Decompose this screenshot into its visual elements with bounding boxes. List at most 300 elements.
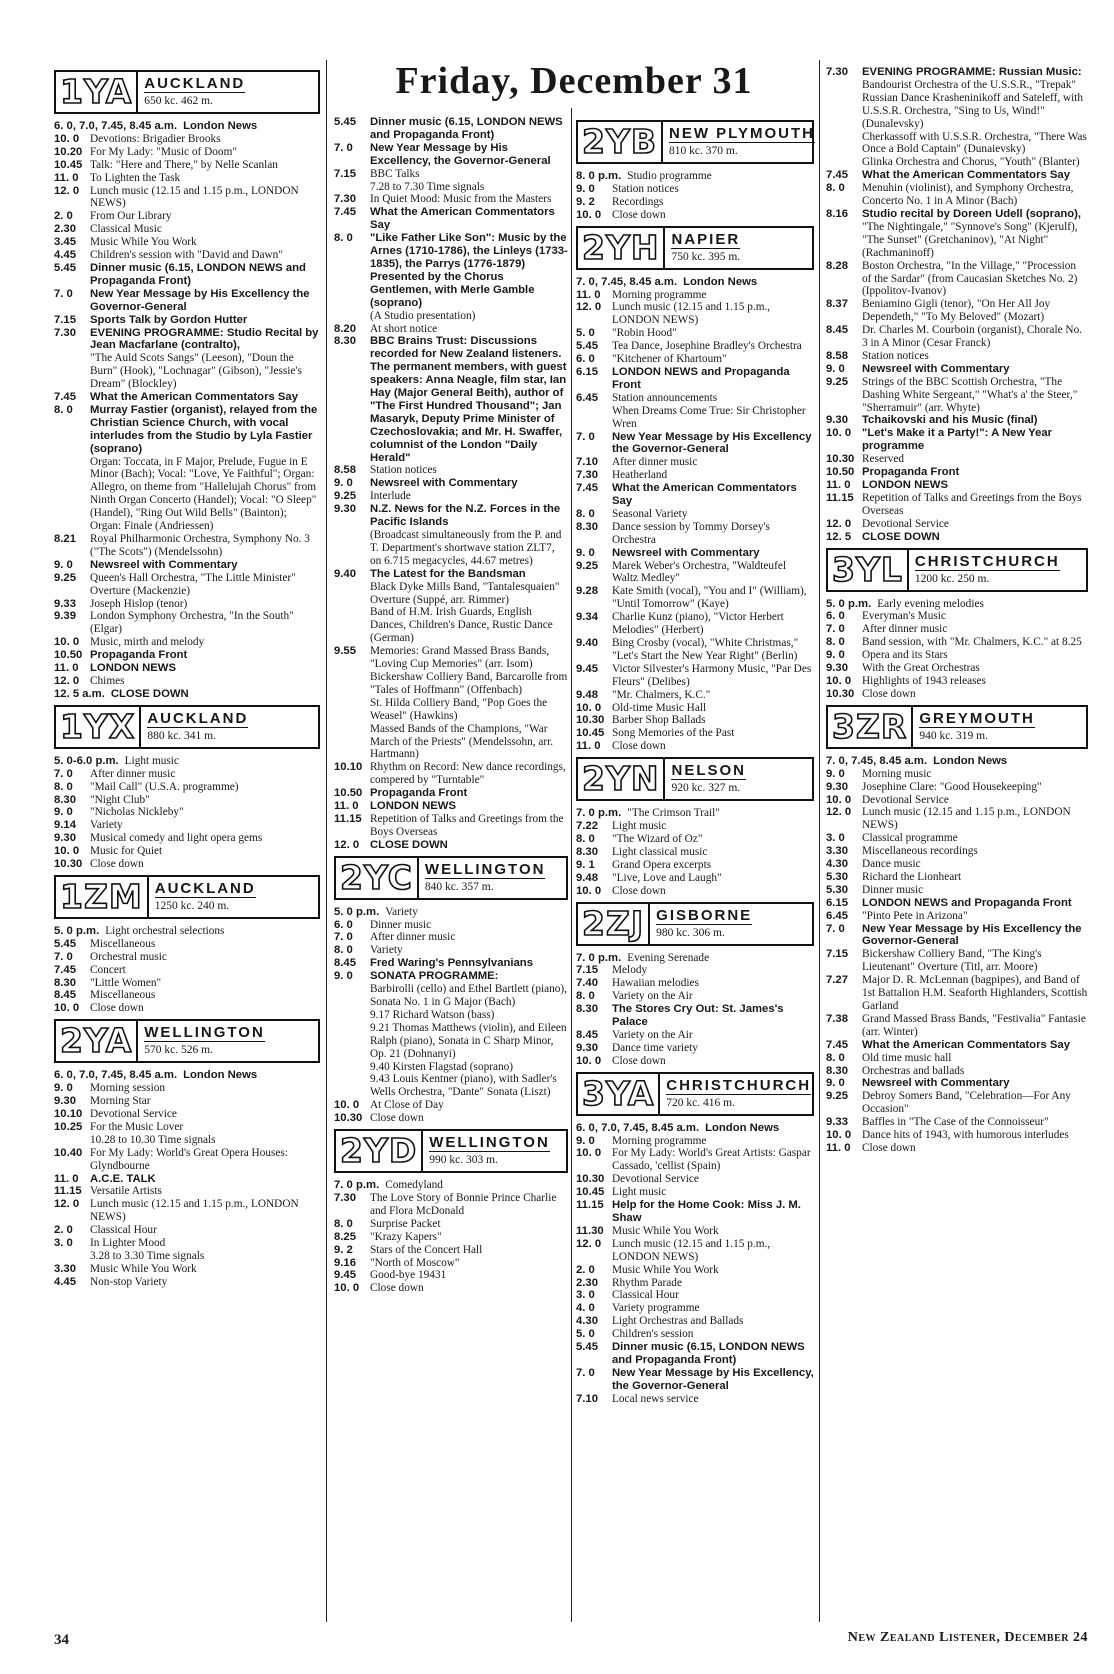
program-time: 12. 0 [54,1198,80,1211]
program-time: 7.38 [826,1012,848,1025]
program-entry [334,116,568,142]
program-time: 7.45 [54,391,76,404]
program-time: 10.10 [54,1108,83,1120]
program-description: "Nicholas Nickleby" [90,806,184,819]
program-description: "Let's Make it a Party!": A New Year programme [862,427,1053,453]
program-description: To Lighten the Task [90,171,181,184]
program-time: 7.45 [576,482,598,495]
station-header-1zm [54,875,320,919]
column-3 [576,116,814,1406]
program-description: Dinner music (6.15, LONDON NEWS and Propaganda Front) [370,116,563,141]
program-entry [576,1029,814,1042]
program-description: Tea Dance, Josephine Bradley's Orchestra [612,340,802,353]
program-entry [54,533,320,559]
program-time: 7. 0 p.m. [334,1179,380,1192]
program-description: Light music [124,754,179,767]
column-divider [326,60,327,1622]
program-entry [576,1042,814,1055]
program-time: 8. 0 [334,1217,353,1230]
program-description: 3.28 to 3.30 Time signals [90,1249,205,1262]
program-description: "Pinto Pete in Arizona" [862,909,968,922]
program-entry [54,1263,320,1276]
program-description: Josephine Clare: "Good Housekeeping" [862,780,1042,793]
program-time: 8. 0 [576,990,595,1003]
program-description: LONDON NEWS [90,662,176,675]
station-header-2yh [576,226,814,270]
program-entry [334,490,568,503]
program-entry [576,183,814,196]
program-time: 8.45 [54,989,76,1002]
program-entry [334,1192,568,1218]
station-info [138,1021,265,1061]
program-time: 8.28 [826,259,848,272]
program-entry [826,1052,1088,1065]
program-description: Classical Music [90,223,162,236]
program-time [826,131,862,157]
program-description: Local news service [612,1392,699,1405]
program-time: 9.48 [576,871,598,884]
program-description: CLOSE DOWN [370,838,448,851]
station-city: GISBORNE [656,906,753,924]
program-entry [576,1289,814,1302]
program-entry [54,210,320,223]
program-time: 10.30 [826,687,855,700]
program-time: 11. 0 [576,288,601,301]
program-time: 11. 0 [826,1141,851,1154]
program-time [334,723,370,762]
program-time [334,1061,370,1074]
program-description: Morning session [90,1082,166,1095]
program-entry [826,675,1088,688]
program-description: SONATA PROGRAMME: [370,970,499,983]
program-entry [54,598,320,611]
program-description: Close down [612,740,666,753]
program-description: Music While You Work [612,1263,719,1276]
station-frequency: 810 kc. 370 m. [669,145,738,157]
program-description: Cherkassoff with U.S.S.R. Orchestra, "There Was Once a Bold Captain" (Dunaievsky) [862,130,1087,156]
program-entry [576,977,814,990]
program-entry [54,832,320,845]
program-entry [334,568,568,581]
program-time: 7. 0 p.m. [576,951,622,964]
program-description: Help for the Home Cook: Miss J. M. Shaw [612,1199,801,1224]
station-header-2yd [334,1129,568,1173]
program-time: 9.55 [334,645,356,658]
program-time: 7. 0 [54,950,73,963]
program-time: 6. 0 [826,610,845,623]
program-time: 4.30 [826,858,848,871]
program-entry [576,1003,814,1029]
program-time [334,1022,370,1061]
program-entry [576,289,814,302]
program-time: 9.45 [576,662,598,675]
program-description: Close down [370,1282,424,1295]
program-description: Marek Weber's Orchestra, "Waldteufel Waltz Medley" [612,559,786,585]
program-entry [334,1022,568,1061]
station-city: AUCKLAND [147,709,249,727]
program-entry [826,871,1088,884]
program-time: 6.15 [576,365,598,378]
program-time: 8. 0 p.m. [576,170,622,182]
program-time: 5. 0 [576,1328,595,1341]
program-time: 5. 0 p.m. [334,905,380,918]
program-entry [576,170,814,183]
program-entry [54,391,320,404]
program-time: 5.30 [826,883,848,896]
station-info [650,904,752,944]
program-description: "Mr. Chalmers, K.C." [612,688,711,701]
program-time: 10. 0 [54,132,80,145]
program-description: A.C.E. TALK [90,1172,156,1185]
program-entry [334,671,568,697]
program-entry [334,1231,568,1244]
column-divider [571,108,572,1622]
program-time [576,405,612,431]
station-info [423,1131,550,1171]
program-time: 9.25 [826,1090,848,1103]
program-entry [334,1099,568,1112]
program-time: 7.45 [54,963,76,976]
program-time: 8.45 [826,324,848,337]
station-city: WELLINGTON [429,1134,550,1152]
program-description: Debroy Somers Band, "Celebration—For Any Occasion" [862,1090,1071,1116]
station-city: AUCKLAND [154,879,256,897]
program-entry [576,1055,814,1068]
program-time: 9.30 [54,1095,76,1108]
program-description: Miscellaneous [90,989,156,1002]
program-entry [576,392,814,405]
program-time: 10. 0 [54,1002,80,1015]
program-entry [826,169,1088,182]
program-description: Opera and its Stars [862,649,948,662]
program-description: Classical Hour [612,1289,679,1302]
program-description: LONDON NEWS and Propaganda Front [612,365,790,391]
program-entry [54,249,320,262]
program-entry [54,262,320,288]
program-time: 10.45 [54,158,83,171]
program-description: London News [933,754,1008,767]
program-time: 10.50 [54,649,83,662]
program-entry [334,919,568,932]
program-entry [826,1077,1088,1090]
program-description: Memories: Grand Massed Brass Bands, "Loving Cup Memories" (arr. Isom) [370,645,550,671]
program-description: Tchaikovski and his Music (final) [862,414,1038,427]
program-entry [576,353,814,366]
program-entry [54,951,320,964]
program-description: In Quiet Mood: Music from the Masters [370,193,552,206]
program-description: Devotions: Brigadier Brooks [90,132,221,145]
program-entry [54,1121,320,1134]
program-entry [334,1218,568,1231]
program-time: 7. 0 [334,931,353,944]
program-time: 7. 0 [826,922,845,935]
program-description: "The Crimson Trail" [627,807,720,820]
station-info [138,72,245,112]
program-description: "Like Father Like Son": Music by the Arnes (1710-1786), the Linleys (1733-1835), the Parrys (1776-1879) Presented by the Chorus Gentlemen, with Merle Gamble (soprano) [370,232,568,309]
program-entry [826,806,1088,832]
station-frequency: 940 kc. 319 m. [919,729,988,742]
program-description: Children's session [612,1328,694,1341]
program-description: Devotional Service [90,1108,177,1120]
program-entry [54,819,320,832]
program-entry [826,466,1088,479]
program-description: London News [683,275,758,288]
station-callsign: 3YA [578,1074,660,1114]
program-entry [334,1179,568,1192]
program-entry [54,572,320,598]
program-entry [826,350,1088,363]
station-header-3zr [826,705,1088,749]
program-entry [334,142,568,168]
program-time: 9.30 [826,414,848,427]
program-time: 10.30 [826,453,855,466]
program-description: Newsreel with Commentary [612,546,760,559]
program-entry [54,1185,320,1198]
station-frequency: 880 kc. 341 m. [147,729,216,742]
program-entry [576,1264,814,1277]
program-time: 7.10 [576,456,598,469]
station-info [149,877,256,917]
program-time [334,983,370,1009]
program-description: Station notices [370,464,437,477]
station-info [665,228,740,268]
program-description: Band of H.M. Irish Guards, English Dances, Children's Dance, Rustic Dance (German) [370,606,553,645]
program-entry [826,79,1088,131]
program-time: 9.25 [826,375,848,388]
program-description: Devotional Service [862,793,949,806]
program-time: 10. 0 [334,1099,360,1112]
program-time: 3.30 [826,845,848,858]
program-description: Propaganda Front [90,649,188,662]
program-time: 10.30 [334,1112,363,1125]
program-description: Fred Waring's Pennsylvanians [370,957,533,970]
program-description: "The Nightingale," "Synnove's Song" (Kjerulf), "The Sunset" (Gretchaninov), "At Night" (Rachmaninoff) [862,220,1078,259]
program-time: 9. 0 [826,767,845,780]
program-description: Black Dyke Mills Band, "Tantalesquaien" Overture (Suppé, arr. Rimmer) [370,580,560,606]
program-time: 7.30 [826,66,848,78]
column-4 [826,66,1088,1155]
program-entry [826,518,1088,531]
station-callsign: 3YL [828,550,909,590]
program-time: 3.30 [54,1262,76,1275]
program-description: Highlights of 1943 releases [862,674,986,687]
column-1 [54,66,320,1289]
program-entry [826,156,1088,169]
program-description: New Year Message by His Excellency the Governor-General [612,430,812,456]
program-entry [826,1129,1088,1142]
program-time: 10.30 [576,714,605,727]
program-entry [576,1122,814,1135]
program-entry [576,1199,814,1225]
program-entry [334,529,568,568]
program-description: Murray Fastier (organist), relayed from the Christian Science Church, with vocal interludes from the Studio by Lyla Fastier (soprano) [90,403,318,455]
program-entry [576,431,814,457]
program-description: (Broadcast simultaneously from the P. and T. Department's shortwave station ZLT7, on 6.715 megacycles, 44.67 metres) [370,529,562,567]
program-entry [334,181,568,194]
program-time: 10.50 [826,466,855,479]
program-time: 7. 0 [334,141,353,154]
program-description: What the American Commentators Say [90,391,298,404]
program-description: "Night Club" [90,793,150,806]
program-time [334,606,370,645]
program-entry [576,1302,814,1315]
program-entry [826,479,1088,492]
program-time: 9. 2 [576,195,595,208]
program-entry [54,120,320,133]
program-time: 3.45 [54,236,76,249]
program-entry [576,1225,814,1238]
station-callsign: 1ZM [56,877,149,917]
program-time: 7.30 [334,1191,356,1204]
station-header-2yc [334,856,568,900]
program-entry [54,456,320,533]
program-entry [334,1009,568,1022]
program-description: Non-stop Variety [90,1275,168,1288]
program-entry [576,885,814,898]
program-description: 10.28 to 10.30 Time signals [90,1133,216,1146]
program-entry [826,363,1088,376]
program-entry [576,547,814,560]
program-description: "Little Women" [90,976,162,989]
program-entry [576,521,814,547]
program-time: 2. 0 [54,210,73,223]
program-time: 7. 0 p.m. [576,807,622,820]
program-time: 7. 0 [54,287,73,300]
program-time: 6. 0 [576,353,595,366]
program-entry [576,209,814,222]
program-description: Musical comedy and light opera gems [90,832,263,845]
program-time: 9.25 [54,571,76,584]
program-description: Massed Bands of the Champions, "War March of the Priests" (Mendelssohn, arr. Hartmann) [370,722,554,761]
program-entry [334,1269,568,1282]
program-time: 7. 0 [826,623,845,636]
program-time: 5.30 [826,870,848,883]
program-time: 9. 0 [576,546,595,559]
program-time: 9. 1 [576,858,595,871]
program-entry [826,845,1088,858]
program-description: Seasonal Variety [612,507,688,520]
program-description: Studio recital by Doreen Udell (soprano), [862,207,1082,220]
program-entry [826,662,1088,675]
program-time: 8.37 [826,298,848,311]
program-entry [54,858,320,871]
program-entry [826,414,1088,427]
program-entry [826,453,1088,466]
program-description: Morning programme [612,288,707,301]
program-time: 11. 0 [54,171,79,184]
program-description: Hawaiian melodies [612,977,699,990]
program-time: 12. 0 [826,517,852,530]
program-entry [826,858,1088,871]
program-entry [54,223,320,236]
program-entry [826,794,1088,807]
program-description: Boston Orchestra, "In the Village," "Procession of the Sardar" (from Caucasian Sketches No. 2) (Ippolitov-Ivanov) [862,259,1078,298]
program-entry [334,1282,568,1295]
program-time: 9.30 [826,662,848,675]
program-entry [54,1276,320,1289]
program-description: With the Great Orchestras [862,662,980,675]
program-time: 12. 0 [334,838,360,851]
program-description: Old time music hall [862,1051,952,1064]
program-time: 9.30 [826,780,848,793]
program-entry [334,645,568,671]
program-description: 9.40 Kirsten Flagstad (soprano) [370,1060,514,1073]
program-time [826,221,862,260]
program-time: 6. 0, 7.0, 7.45, 8.45 a.m. [54,1069,178,1082]
program-entry [826,623,1088,636]
program-time: 11. 0 [826,479,851,491]
program-entry [54,964,320,977]
program-description: "The Auld Scots Sangs" (Leeson), "Doun the Burn" (Hook), "Lochnagar" (Gibson), "Jessie's Dream" (Blockley) [90,352,302,391]
program-entry [334,697,568,723]
station-header-2zj [576,902,814,946]
program-description: N.Z. News for the N.Z. Forces in the Pacific Islands [370,503,561,529]
program-time: 5.45 [576,1341,598,1354]
station-callsign: 2YC [336,858,419,898]
program-time: 9. 0 [334,970,353,983]
station-header-2ya [54,1019,320,1063]
program-description: Organ: Toccata, in F Major, Prelude, Fugue in E Minor (Bach); Vocal: "Love, Ye Faithful"; Organ: Allegro, on theme from "Hallelujah Chorus" from Ninth Organ Concerto (Handel); Vocal: "O Sleep" (Handel), "Ring Out Wild Bells" (Bainton); Organ: Finale (Andriessen) [90,455,317,533]
program-entry [826,897,1088,910]
program-time: 12. 0 [576,1237,602,1250]
program-description: LONDON NEWS and Propaganda Front [862,896,1072,909]
program-description: London Symphony Orchestra, "In the South" (Elgar) [90,610,294,636]
program-entry [54,236,320,249]
program-entry [54,1082,320,1095]
program-description: Close down [612,1054,666,1067]
program-time [54,1250,90,1263]
program-time: 9.33 [54,597,76,610]
program-time: 8.30 [54,976,76,989]
program-entry [54,636,320,649]
program-description: When Dreams Come True: Sir Christopher Wren [612,404,806,430]
program-description: Comedyland [385,1179,443,1192]
program-description: Propaganda Front [862,466,960,479]
program-entry [54,977,320,990]
program-entry [826,755,1088,768]
program-entry [334,232,568,309]
program-entry [826,1090,1088,1116]
program-description: "The Wizard of Oz" [612,832,703,845]
program-time: 10. 0 [576,1054,602,1067]
program-description: Bandourist Orchestra of the U.S.S.R., "Trepak" Russian Dance Krasheninikoff and Sateleff, with U.S.S.R. Orchestra, "Sing to Us, Wind!" (Dunalevsky) [862,78,1084,130]
station-city: CHRISTCHURCH [666,1076,812,1094]
program-time: 8. 0 [826,1051,845,1064]
program-time: 10. 0 [576,1147,602,1160]
program-time: 12. 5 a.m. [54,687,105,700]
program-description: Early evening melodies [877,597,984,610]
program-time [334,671,370,697]
program-description: Baffles in "The Case of the Connoisseur" [862,1116,1049,1129]
program-entry [334,906,568,919]
program-entry [54,989,320,1002]
program-description: Bickershaw Colliery Band, Barcarolle from "Tales of Hoffmann" (Offenbach) [370,670,568,696]
program-entry [576,859,814,872]
program-description: From Our Library [90,210,172,223]
program-description: Station notices [612,182,679,195]
program-entry [54,1250,320,1263]
program-time: 2. 0 [576,1263,595,1276]
program-entry [576,366,814,392]
program-entry [334,723,568,762]
program-time: 7.10 [576,1392,598,1405]
program-entry [826,1065,1088,1078]
program-entry [54,327,320,353]
program-time: 9. 0 [334,477,353,490]
station-frequency: 720 kc. 416 m. [666,1096,735,1109]
program-entry [826,923,1088,949]
program-time: 7.15 [576,964,598,977]
